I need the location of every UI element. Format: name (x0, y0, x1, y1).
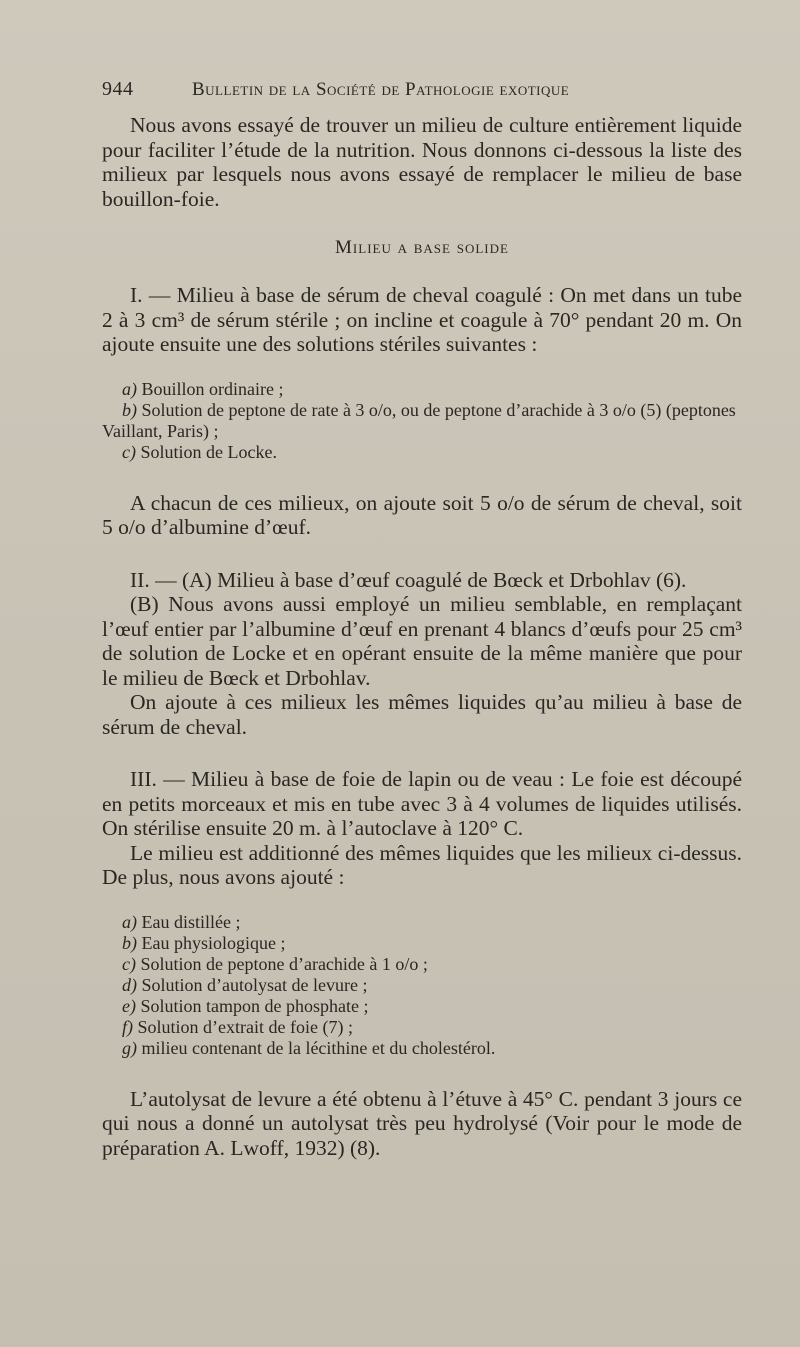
part3-paragraph: III. — Milieu à base de foie de lapin ou de veau : Le foie est découpé en petits morceaux et mis en tube avec 3 à 4 volumes de liquides utilisés. On stérilise ensuite 20 m. à l’autoclave à 120° C. (102, 767, 742, 840)
list-text: Solution de peptone de rate à 3 o/o, ou de peptone d’arachide à 3 o/o (5) (peptones Vaillant, Paris) ; (102, 399, 736, 441)
list-item (102, 1017, 742, 1038)
list-letter: g) (122, 1037, 137, 1058)
part1-paragraph: I. — Milieu à base de sérum de cheval coagulé : On met dans un tube 2 à 3 cm³ de sérum stérile ; on incline et coagule à 70° pendant 20 m. On ajoute ensuite une des solutions stériles suivantes : (102, 283, 742, 356)
list-letter: b) (122, 932, 137, 953)
list-text: Eau physiologique ; (141, 932, 286, 953)
part1-list (102, 379, 742, 463)
part3-list (102, 912, 742, 1059)
list-text: Solution d’extrait de foie (7) ; (137, 1016, 353, 1037)
list-item (102, 400, 742, 442)
list-text: Solution d’autolysat de levure ; (141, 974, 368, 995)
list-item (102, 975, 742, 996)
part2-c-paragraph: On ajoute à ces milieux les mêmes liquides qu’au milieu à base de sérum de cheval. (102, 690, 742, 739)
list-letter: d) (122, 974, 137, 995)
list-letter: f) (122, 1016, 133, 1037)
list-text: Eau distillée ; (141, 911, 241, 932)
part1-after-paragraph: A chacun de ces milieux, on ajoute soit 5 o/o de sérum de cheval, soit 5 o/o d’albumine d’œuf. (102, 490, 742, 539)
running-title: Bulletin de la Société de Pathologie exotique (192, 79, 570, 100)
conclusion-paragraph: L’autolysat de levure a été obtenu à l’étuve à 45° C. pendant 3 jours ce qui nous a donné un autolysat très peu hydrolysé (Voir pour le mode de préparation A. Lwoff, 1932) (8). (102, 1086, 742, 1160)
list-item (102, 912, 742, 933)
list-text: Solution de peptone d’arachide à 1 o/o ; (140, 953, 428, 974)
list-text: Solution de Locke. (140, 441, 277, 462)
list-text: Solution tampon de phosphate ; (140, 995, 369, 1016)
list-text: milieu contenant de la lécithine et du cholestérol. (141, 1037, 496, 1058)
part3-paragraph-2: Le milieu est additionné des mêmes liquides que les milieux ci-dessus. De plus, nous avons ajouté : (102, 840, 742, 889)
list-item (102, 1038, 742, 1059)
list-letter: b) (122, 399, 137, 420)
page-content (102, 78, 742, 1160)
list-letter: e) (122, 995, 136, 1016)
list-item (102, 379, 742, 400)
part2-a-paragraph: II. — (A) Milieu à base d’œuf coagulé de Bœck et Drbohlav (6). (130, 567, 687, 592)
list-letter: a) (122, 378, 137, 399)
section-title: Milieu a base solide (335, 237, 509, 258)
list-letter: a) (122, 911, 137, 932)
list-letter: c) (122, 441, 136, 462)
page-number: 944 (102, 78, 134, 100)
list-item (102, 442, 742, 463)
list-item (102, 933, 742, 954)
intro-paragraph: Nous avons essayé de trouver un milieu de culture entièrement liquide pour faciliter l’étude de la nutrition. Nous donnons ci-dessous la liste des milieux par lesquels nous avons essayé de remplacer le milieu de base bouillon-foie. (102, 113, 742, 211)
list-item (102, 954, 742, 975)
list-letter: c) (122, 953, 136, 974)
list-item (102, 996, 742, 1017)
page-header (102, 78, 742, 101)
part2-b-paragraph: (B) Nous avons aussi employé un milieu semblable, en remplaçant l’œuf entier par l’albumine d’œuf en prenant 4 blancs d’œufs pour 25 cm³ de solution de Locke et en opérant ensuite de la même manière que pour le milieu de Bœck et Drbohlav. (102, 592, 742, 690)
list-text: Bouillon ordinaire ; (141, 378, 284, 399)
